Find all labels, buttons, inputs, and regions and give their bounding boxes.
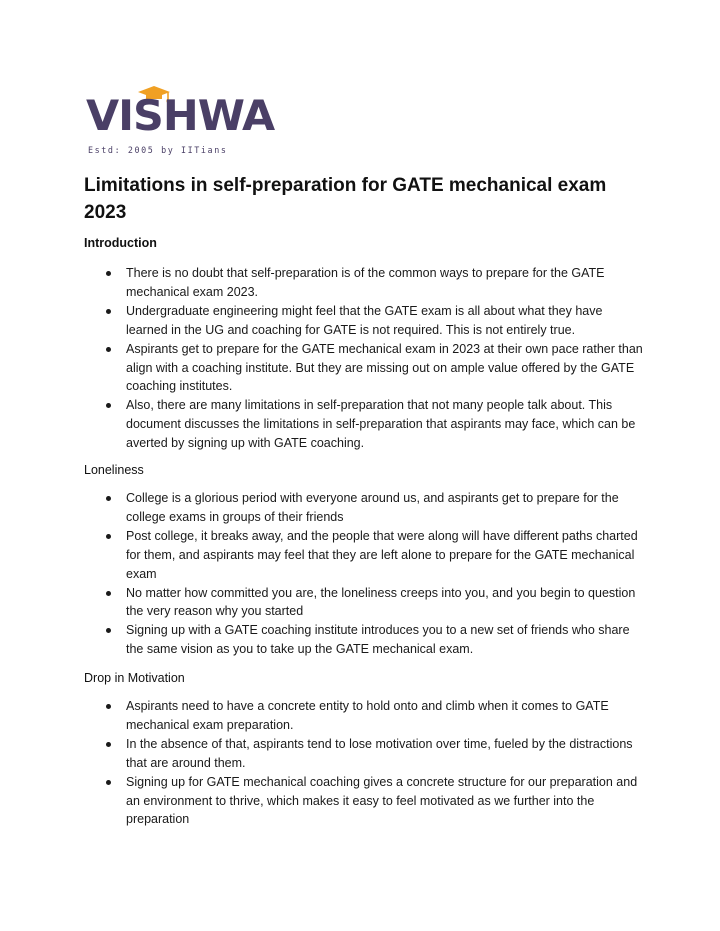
bullet-icon xyxy=(106,628,111,633)
list-item: Undergraduate engineering might feel that the GATE exam is all about what they have learned in the UG and coaching for GATE is not required. This is not entirely true. xyxy=(104,302,644,340)
loneliness-list xyxy=(104,489,644,659)
section-heading-drop-in-motivation: Drop in Motivation xyxy=(84,671,185,685)
list-item: No matter how committed you are, the loneliness creeps into you, and you begin to question the very reason why you started xyxy=(104,584,644,622)
list-item: Signing up with a GATE coaching institute introduces you to a new set of friends who share the same vision as you to take up the GATE mechanical exam. xyxy=(104,621,644,659)
vishwa-logo xyxy=(86,86,275,158)
bullet-icon xyxy=(106,534,111,539)
bullet-icon xyxy=(106,496,111,501)
list-item: Aspirants get to prepare for the GATE mechanical exam in 2023 at their own pace rather than align with a coaching institute. But they are missing out on ample value offered by the GATE coaching institutes. xyxy=(104,340,644,397)
list-item: Aspirants need to have a concrete entity to hold onto and climb when it comes to GATE mechanical exam preparation. xyxy=(104,697,644,735)
bullet-icon xyxy=(106,742,111,747)
bullet-icon xyxy=(106,309,111,314)
list-item: In the absence of that, aspirants tend to lose motivation over time, fueled by the distractions that are around them. xyxy=(104,735,644,773)
bullet-icon xyxy=(106,704,111,709)
introduction-list xyxy=(104,264,644,453)
motivation-list xyxy=(104,697,644,829)
bullet-icon xyxy=(106,780,111,785)
section-heading-introduction: Introduction xyxy=(84,236,157,250)
list-item: Also, there are many limitations in self-preparation that not many people talk about. This document discusses the limitations in self-preparation that aspirants may face, which can be averted by signing up with GATE coaching. xyxy=(104,396,644,453)
list-item: College is a glorious period with everyone around us, and aspirants get to prepare for the college exams in groups of their friends xyxy=(104,489,644,527)
list-item: Post college, it breaks away, and the people that were along will have different paths charted for them, and aspirants may feel that they are left alone to prepare for the GATE mechanical exam xyxy=(104,527,644,584)
section-heading-loneliness: Loneliness xyxy=(84,463,144,477)
list-item: Signing up for GATE mechanical coaching gives a concrete structure for our preparation and an environment to thrive, which makes it easy to feel motivated as we further into the preparation xyxy=(104,773,644,830)
bullet-icon xyxy=(106,347,111,352)
logo-wordmark: VISHWA xyxy=(86,91,275,140)
bullet-icon xyxy=(106,271,111,276)
logo-tagline: Estd: 2005 by IITians xyxy=(88,145,228,155)
page-title: Limitations in self-preparation for GATE mechanical exam 2023 xyxy=(84,175,607,223)
bullet-icon xyxy=(106,591,111,596)
bullet-icon xyxy=(106,403,111,408)
list-item: There is no doubt that self-preparation is of the common ways to prepare for the GATE mechanical exam 2023. xyxy=(104,264,644,302)
